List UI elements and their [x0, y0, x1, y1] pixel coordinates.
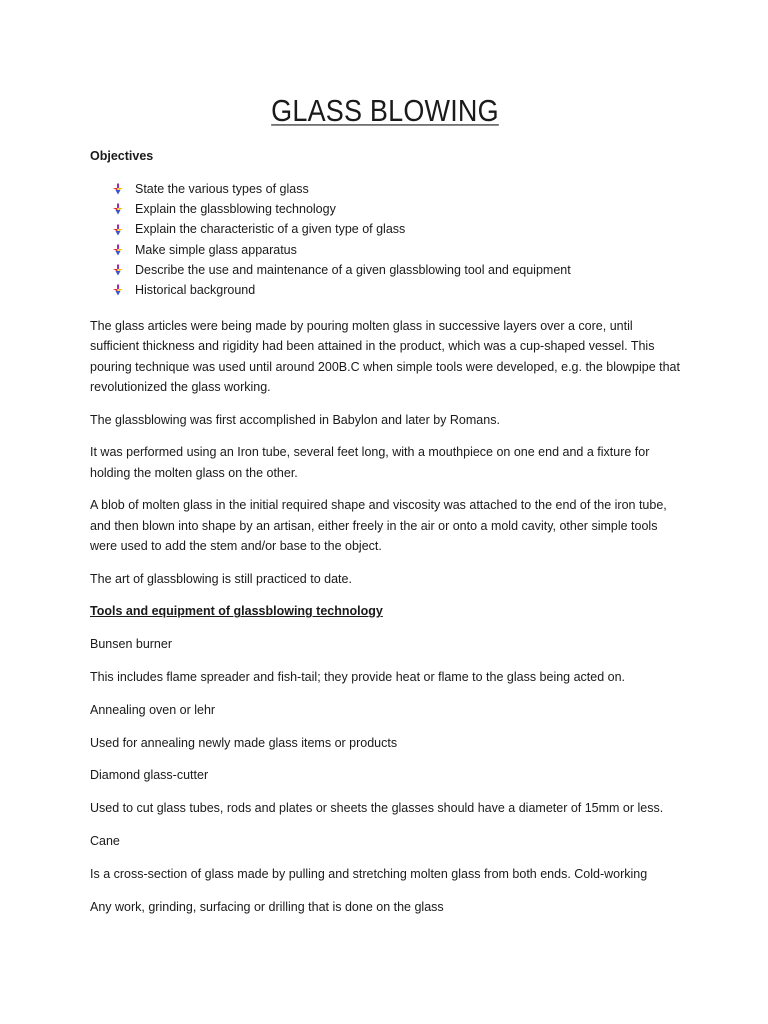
- tool-description: Any work, grinding, surfacing or drilling that is done on the glass: [90, 899, 444, 914]
- objective-text: Explain the glassblowing technology: [135, 202, 336, 217]
- objective-text: Make simple glass apparatus: [135, 242, 297, 257]
- tool-name: Diamond glass-cutter: [90, 768, 209, 783]
- list-item: [112, 199, 680, 219]
- objectives-heading: Objectives: [90, 149, 154, 163]
- list-item: [112, 280, 680, 300]
- four-color-arrow-bullet-icon: [112, 203, 124, 215]
- tool-description: This includes flame spreader and fish-tail; they provide heat or flame to the glass being acted on.: [90, 670, 626, 685]
- four-color-arrow-bullet-icon: [112, 264, 124, 276]
- body-paragraph: The art of glassblowing is still practiced to date.: [90, 571, 352, 586]
- four-color-arrow-bullet-icon: [112, 224, 124, 236]
- objective-text: Describe the use and maintenance of a given glassblowing tool and equipment: [135, 262, 571, 277]
- body-paragraph: A blob of molten glass in the initial required shape and viscosity was attached to the end of the iron tube, and then blown into shape by an artisan, either freely in the air or onto a mold cavity, other simple tools were used to add the stem and/or base to the object.: [90, 498, 667, 553]
- objective-text: Explain the characteristic of a given type of glass: [135, 222, 406, 237]
- tool-description: Used for annealing newly made glass items or products: [90, 735, 398, 750]
- objective-text: Historical background: [135, 283, 256, 298]
- tools-heading: Tools and equipment of glassblowing technology: [90, 604, 383, 619]
- four-color-arrow-bullet-icon: [112, 244, 124, 256]
- tool-description: Is a cross-section of glass made by pulling and stretching molten glass from both ends. Cold-working: [90, 866, 648, 881]
- body-paragraph: The glass articles were being made by pouring molten glass in successive layers over a core, until sufficient thickness and rigidity had been attained in the product, which was a cup-shaped vessel. This pouring technique was used until around 200B.C when simple tools were developed, e.g. the blowpipe that revolutionized the glass working.: [90, 319, 680, 394]
- tool-name: Bunsen burner: [90, 637, 173, 652]
- tool-name: Annealing oven or lehr: [90, 702, 216, 717]
- list-item: [112, 219, 680, 239]
- four-color-arrow-bullet-icon: [112, 284, 124, 296]
- objective-text: State the various types of glass: [135, 182, 309, 196]
- tool-description: Used to cut glass tubes, rods and plates or sheets the glasses should have a diameter of 15mm or less.: [90, 801, 664, 816]
- list-item: [112, 179, 680, 199]
- list-item: [112, 240, 680, 260]
- body-paragraph: It was performed using an Iron tube, several feet long, with a mouthpiece on one end and a fixture for holding the molten glass on the other.: [90, 445, 650, 480]
- list-item: [112, 260, 680, 280]
- tool-name: Cane: [90, 834, 120, 848]
- document-title: GLASS BLOWING: [271, 94, 499, 128]
- four-color-arrow-bullet-icon: [112, 183, 124, 195]
- body-paragraph: The glassblowing was first accomplished in Babylon and later by Romans.: [90, 412, 500, 427]
- objectives-list: [90, 179, 680, 300]
